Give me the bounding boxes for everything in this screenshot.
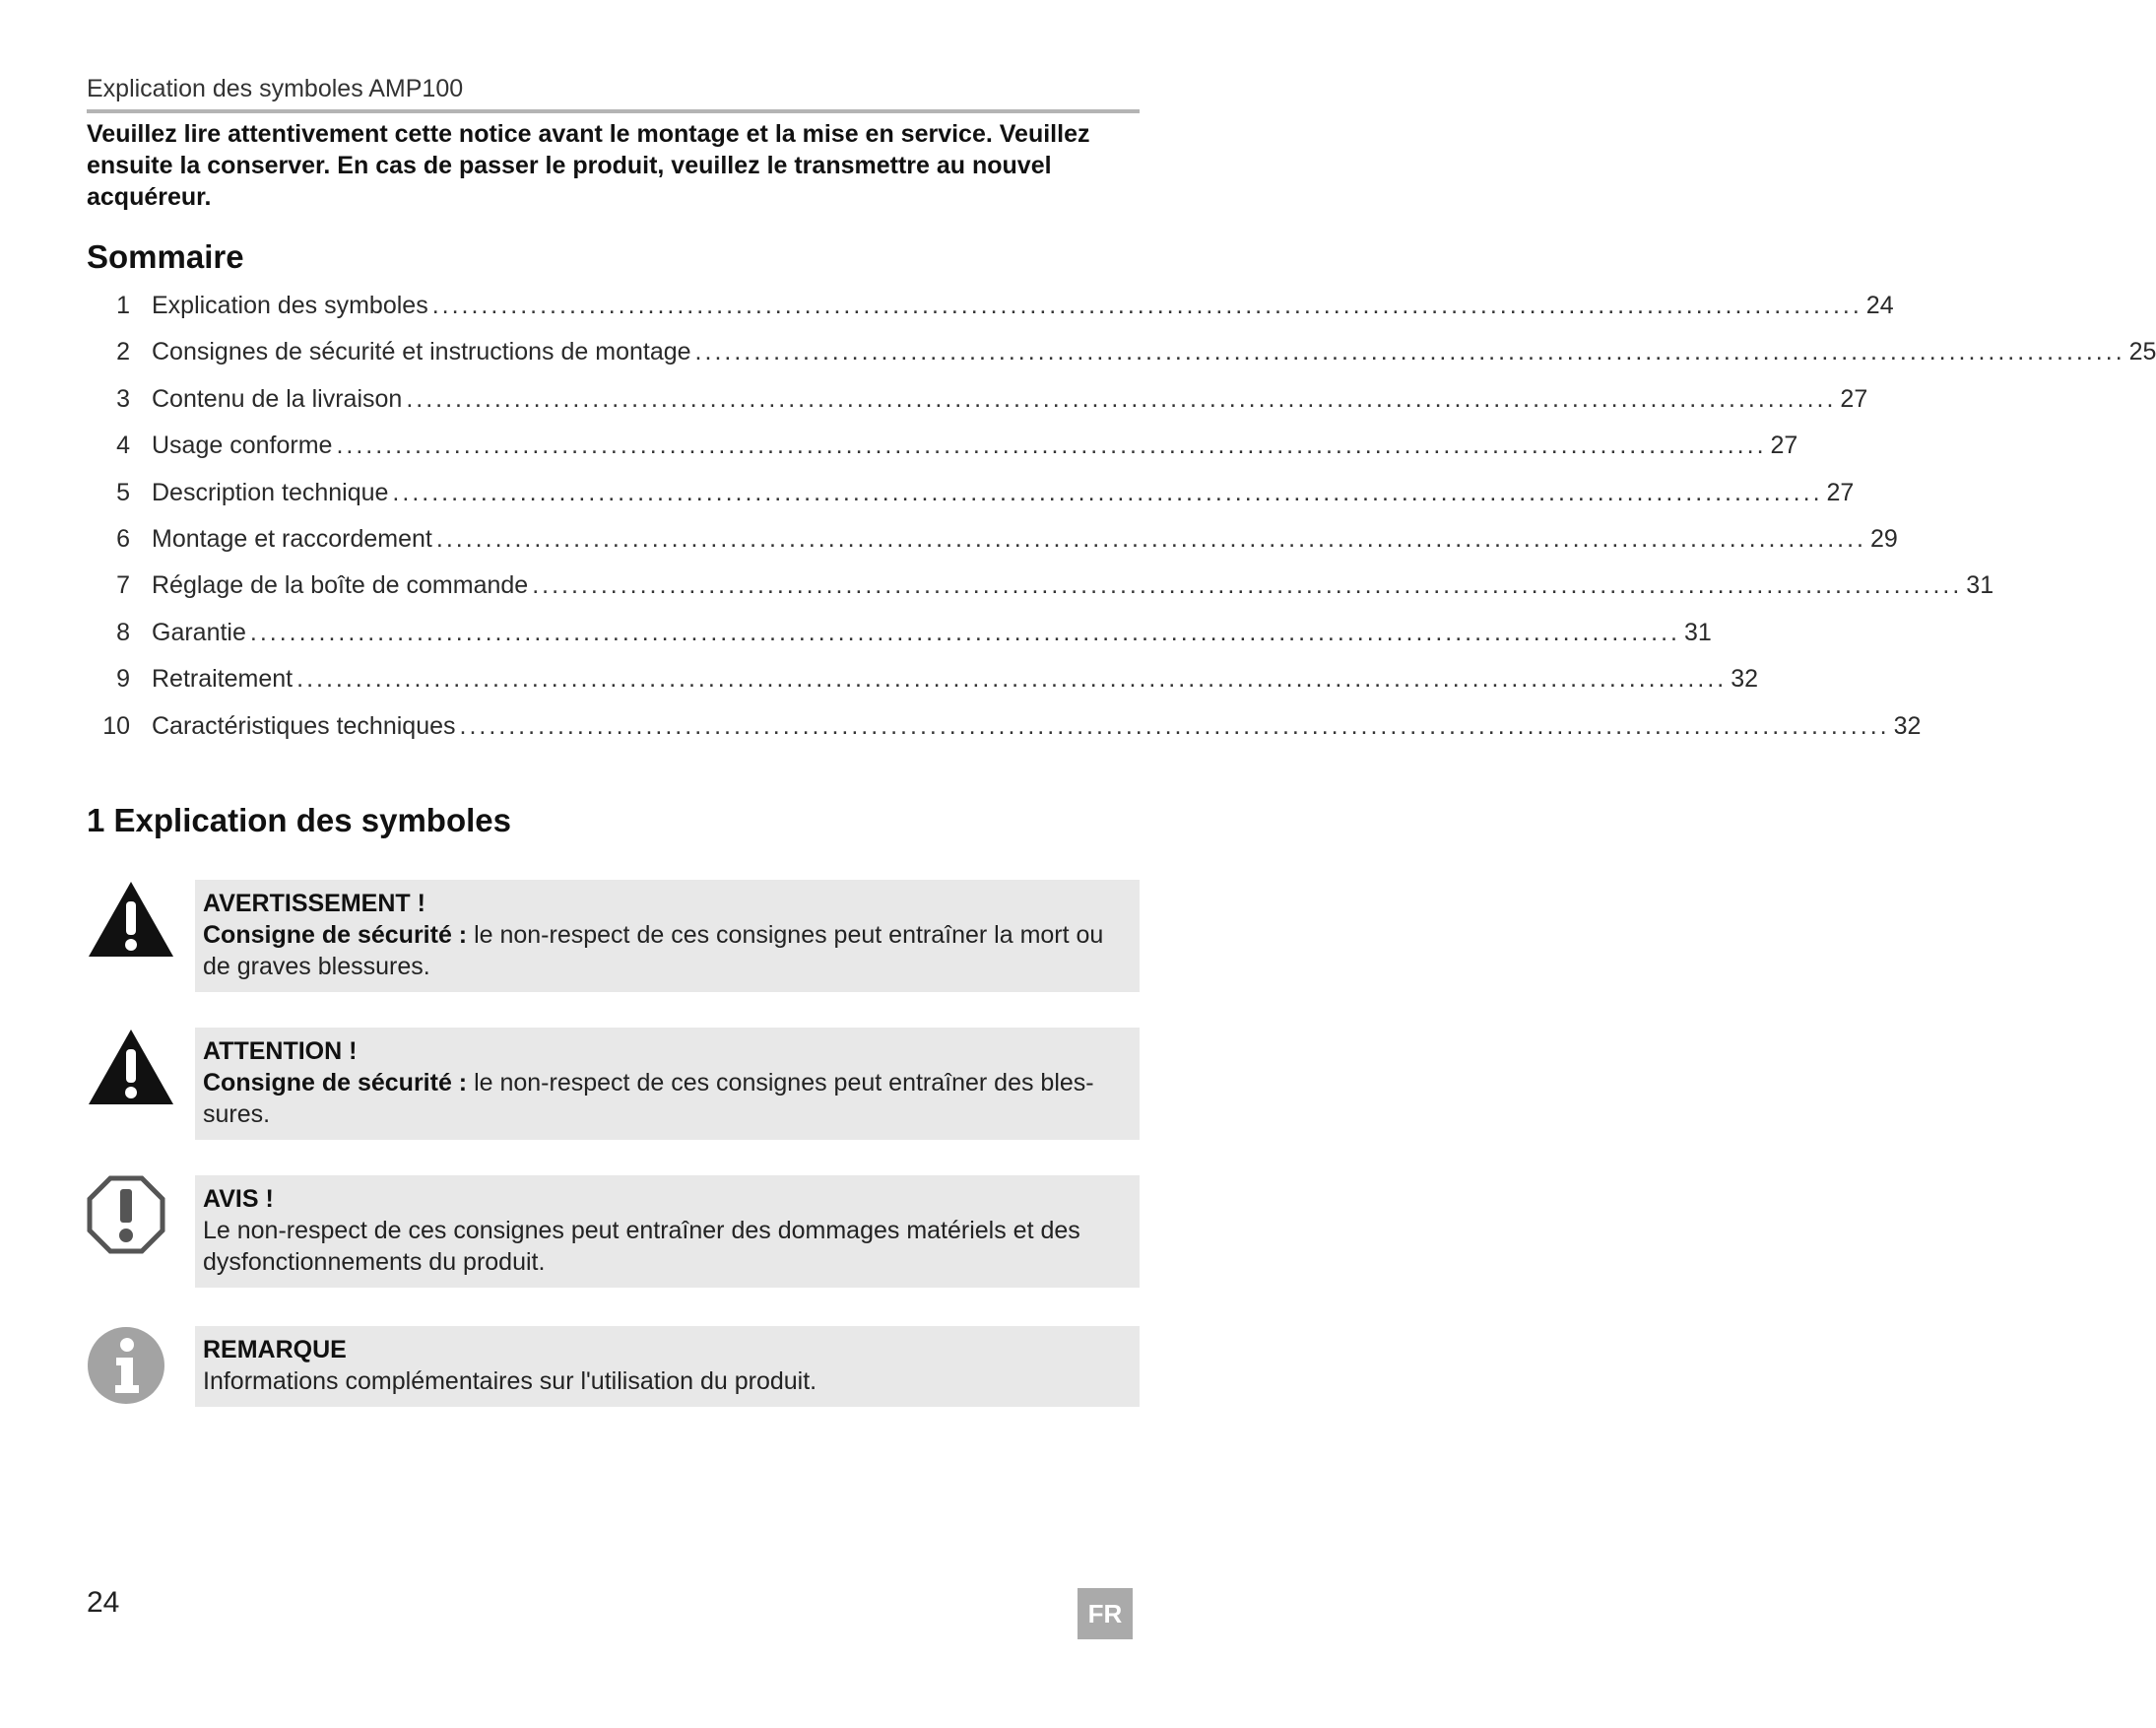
toc-item[interactable] bbox=[87, 665, 1759, 711]
toc-number: 9 bbox=[116, 665, 130, 694]
toc-number: 10 bbox=[102, 711, 130, 740]
section-heading: 1 Explication des symboles bbox=[87, 802, 511, 838]
page-header: Explication des symboles AMP100 bbox=[87, 75, 1140, 113]
toc-leader: .................................................................................................................................................. bbox=[406, 384, 1837, 413]
intro-notice: Veuillez lire attentivement cette notice avant le montage et la mise en service. Veuillez ensuite la conserver. En cas de passer le produit, veuillez le transmettre au nouvel acquéreur. bbox=[87, 120, 1090, 211]
toc-item[interactable] bbox=[87, 478, 1855, 525]
toc-title: Explication des symboles bbox=[152, 292, 428, 319]
notice-box bbox=[195, 1175, 1140, 1288]
toc-page: 27 bbox=[1840, 384, 1868, 413]
info-icon bbox=[87, 1326, 165, 1410]
toc-page: 31 bbox=[1966, 571, 1994, 600]
toc-title: Usage conforme bbox=[152, 432, 333, 460]
notice-text: Le non-respect de ces consignes peut entraîner des dommages matériels et des dysfonctionnements du produit. bbox=[203, 1217, 1080, 1276]
notice-box bbox=[195, 1028, 1140, 1140]
toc-title: Caractéristiques techniques bbox=[152, 711, 456, 740]
toc-page: 29 bbox=[1869, 524, 1898, 553]
toc-item[interactable] bbox=[87, 524, 1898, 571]
toc-page: 32 bbox=[1893, 711, 1922, 740]
notice-label: Consigne de sécurité : bbox=[203, 1069, 468, 1097]
toc-leader: .................................................................................................................................................. bbox=[459, 711, 1890, 740]
toc-number: 1 bbox=[116, 292, 130, 319]
notice-title: AVERTISSEMENT ! bbox=[203, 890, 425, 917]
toc-item[interactable] bbox=[87, 432, 1798, 478]
toc-number: 6 bbox=[116, 524, 130, 553]
toc-title: Montage et raccordement bbox=[152, 524, 432, 553]
toc-page: 27 bbox=[1770, 432, 1798, 460]
toc-item[interactable] bbox=[87, 711, 1922, 759]
toc-title: Garantie bbox=[152, 618, 246, 646]
notice-text: le non-respect de ces consignes peut entraîner la mort ou de graves blessures. bbox=[203, 921, 1104, 980]
toc-title: Contenu de la livraison bbox=[152, 384, 403, 413]
toc-page: 27 bbox=[1826, 478, 1855, 506]
toc-title: Description technique bbox=[152, 478, 389, 506]
notice-title: REMARQUE bbox=[203, 1336, 347, 1363]
toc-leader: .................................................................................................................................................. bbox=[249, 618, 1680, 646]
toc-title: Retraitement bbox=[152, 665, 294, 694]
toc-item[interactable] bbox=[87, 384, 1868, 432]
sommaire-heading: Sommaire bbox=[87, 238, 244, 275]
language-badge: FR bbox=[1078, 1588, 1133, 1639]
toc-item[interactable] bbox=[87, 292, 1894, 338]
toc-item[interactable] bbox=[87, 571, 1994, 618]
toc-item[interactable] bbox=[87, 338, 2156, 384]
notice-box bbox=[195, 880, 1140, 992]
toc-leader: .................................................................................................................................................. bbox=[532, 571, 1963, 600]
table-of-contents bbox=[87, 292, 2156, 759]
toc-leader: .................................................................................................................................................. bbox=[296, 665, 1728, 694]
toc-number: 4 bbox=[116, 432, 130, 460]
page-number: 24 bbox=[87, 1586, 120, 1619]
toc-number: 3 bbox=[116, 384, 130, 413]
toc-number: 2 bbox=[116, 338, 130, 366]
notice-title: ATTENTION ! bbox=[203, 1037, 358, 1065]
toc-leader: .................................................................................................................................................. bbox=[694, 338, 2125, 366]
notice-box bbox=[195, 1326, 1140, 1407]
toc-number: 8 bbox=[116, 618, 130, 646]
notice-text: le non-respect de ces consignes peut entraîner des bles-sures. bbox=[203, 1069, 1094, 1128]
toc-title: Réglage de la boîte de commande bbox=[152, 571, 529, 600]
octagon-exclamation-icon bbox=[87, 1175, 165, 1259]
toc-number: 5 bbox=[116, 478, 130, 506]
warning-triangle-icon bbox=[87, 880, 175, 964]
toc-title: Consignes de sécurité et instructions de montage bbox=[152, 338, 691, 366]
notice-text: Informations complémentaires sur l'utilisation du produit. bbox=[203, 1367, 817, 1395]
toc-leader: .................................................................................................................................................. bbox=[336, 432, 1767, 460]
toc-leader: .................................................................................................................................................. bbox=[435, 524, 1866, 553]
toc-page: 31 bbox=[1683, 618, 1712, 646]
toc-page: 25 bbox=[2128, 338, 2156, 366]
warning-triangle-icon bbox=[87, 1028, 175, 1111]
notice-label: Consigne de sécurité : bbox=[203, 921, 468, 949]
toc-number: 7 bbox=[116, 571, 130, 600]
toc-leader: .................................................................................................................................................. bbox=[392, 478, 1823, 506]
toc-page: 32 bbox=[1731, 665, 1759, 694]
toc-leader: .................................................................................................................................................. bbox=[431, 292, 1862, 319]
toc-item[interactable] bbox=[87, 618, 1712, 665]
toc-page: 24 bbox=[1865, 292, 1894, 319]
notice-title: AVIS ! bbox=[203, 1185, 274, 1213]
